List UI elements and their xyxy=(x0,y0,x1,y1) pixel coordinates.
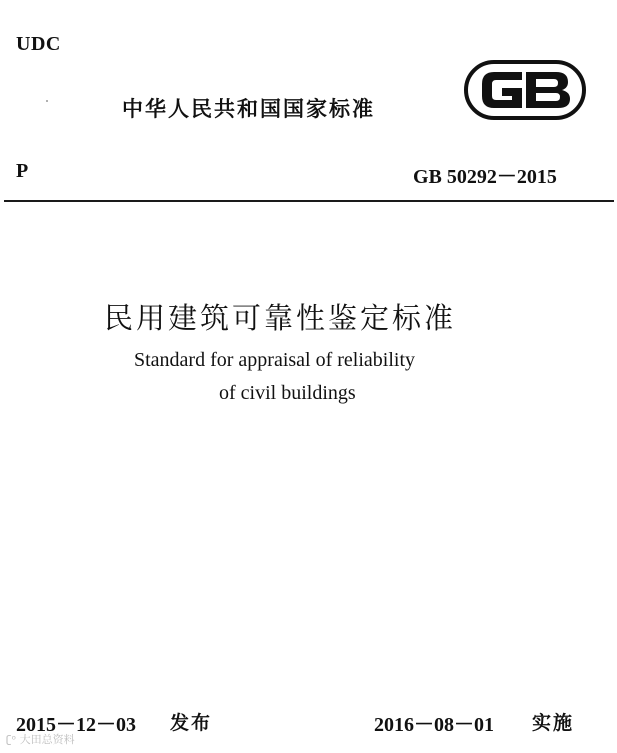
implementation-date: 2016－08－01 xyxy=(374,714,494,736)
implementation-label: 实施 xyxy=(532,712,575,734)
title-english-line2: of civil buildings xyxy=(219,382,356,404)
header-divider xyxy=(4,200,614,202)
watermark-logo-icon: ʗᵒ xyxy=(6,733,20,746)
watermark xyxy=(6,731,75,747)
title-english-line1: Standard for appraisal of reliability xyxy=(134,349,416,371)
scan-speck xyxy=(46,100,48,102)
category-code: P xyxy=(16,160,29,182)
national-standard-heading: 中华人民共和国国家标准 xyxy=(122,97,375,121)
udc-label: UDC xyxy=(16,33,61,55)
title-chinese: 民用建筑可靠性鉴定标准 xyxy=(104,301,457,335)
gb-logo-icon xyxy=(464,60,586,120)
issue-date: 2015－12－03 xyxy=(16,714,136,736)
watermark-text: 大田总资料 xyxy=(19,733,75,746)
issue-label: 发布 xyxy=(170,712,213,734)
gb-logo xyxy=(464,60,586,120)
standard-number: GB 50292－2015 xyxy=(413,166,557,188)
